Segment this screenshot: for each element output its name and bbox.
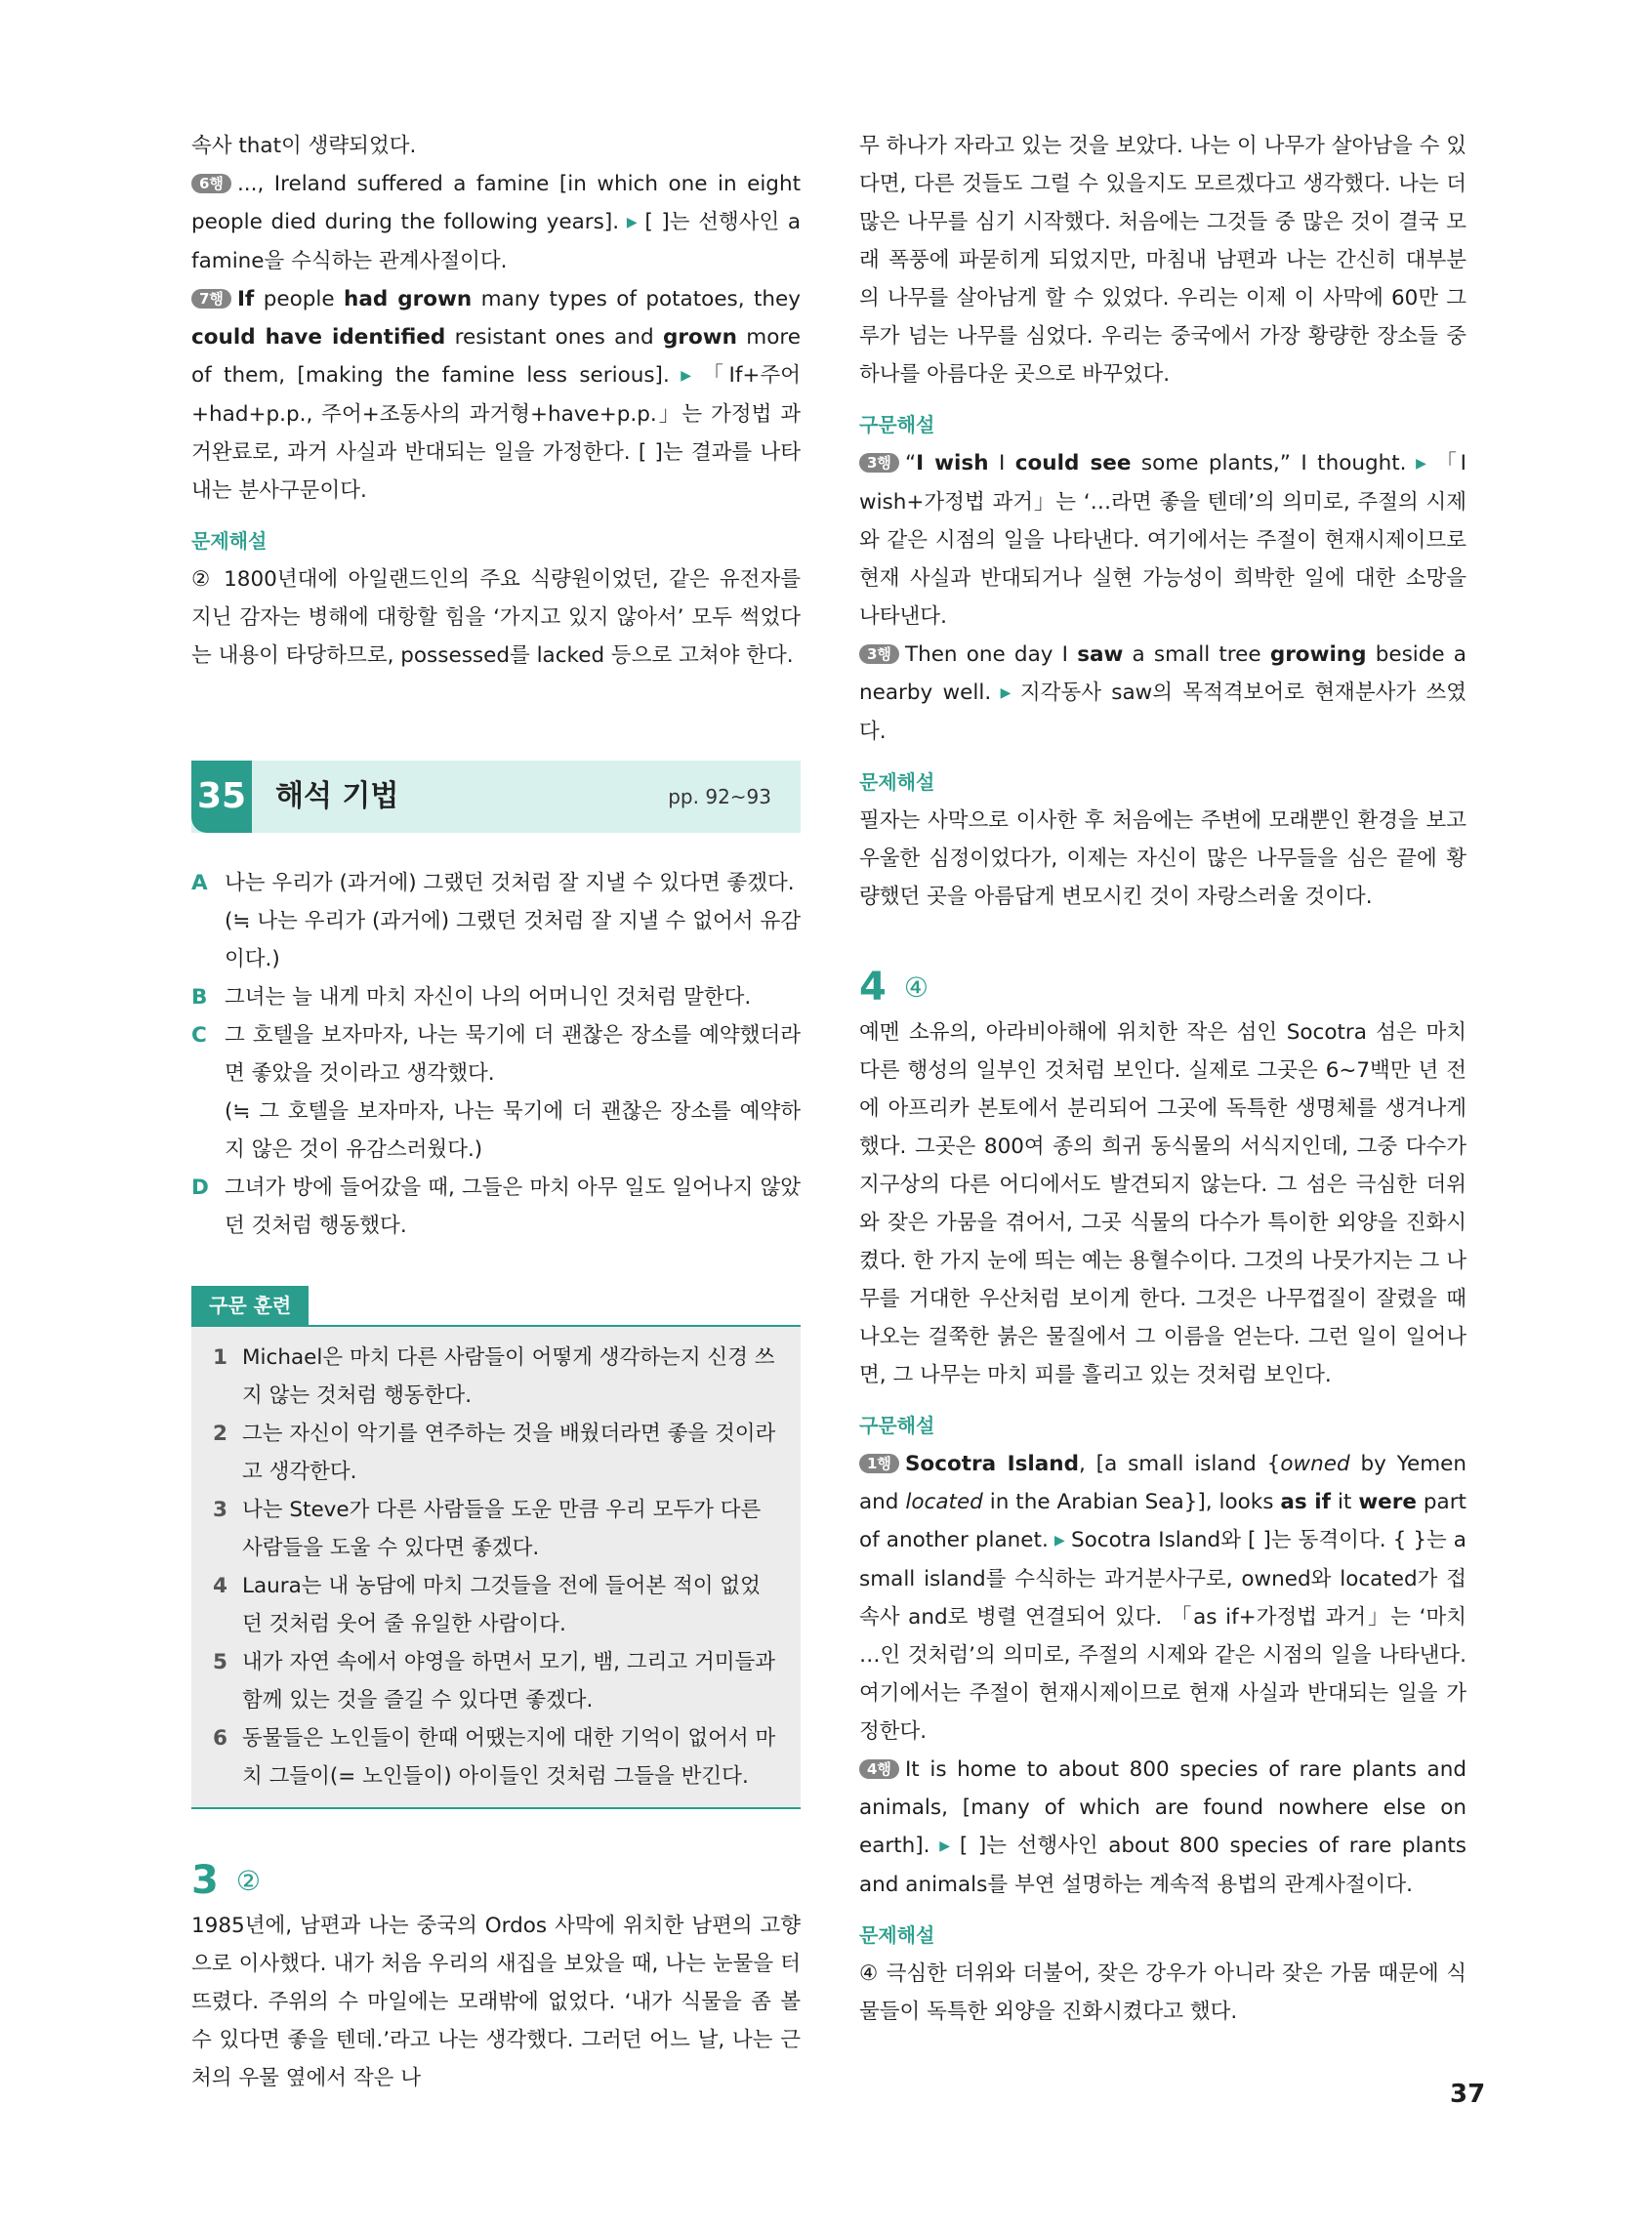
- grammar-note-3a: [859, 444, 1466, 636]
- explanation: 지각동사 saw의 목적격보어로 현재분사가 쓰였다.: [859, 681, 1466, 744]
- drill-text: 내가 자연 속에서 야영을 하면서 모기, 뱀, 그리고 거미들과 함께 있는 것을 즐길 수 있다면 좋겠다.: [242, 1650, 776, 1713]
- bold-phrase: saw: [1077, 642, 1124, 667]
- section-title: 구문해설: [859, 413, 935, 436]
- grammar-note-4: [859, 1751, 1466, 1904]
- solution-text: ④ 극심한 더위와 더불어, 잦은 강우가 아니라 잦은 가뭄 때문에 식물들이 독특한 외양을 진화시켰다고 했다.: [859, 1961, 1466, 2024]
- sentence-part: many types of potatoes, they: [472, 287, 802, 311]
- bold-phrase: I wish: [916, 451, 989, 475]
- triangle-right-icon: ▶: [1053, 1533, 1065, 1548]
- solution-text: ② 1800년대에 아일랜드인의 주요 식량원이었던, 같은 유전자를 지닌 감자는 병해에 대항할 힘을 ‘가지고 있지 않아서’ 모두 썩었다는 내용이 타당하므로, possessed를 lacked 등으로 고쳐야 한다.: [191, 567, 801, 668]
- right-column: [859, 127, 1466, 2031]
- bold-phrase: growing: [1269, 642, 1367, 667]
- sentence-part: Then one day I: [904, 642, 1078, 667]
- translation-list: [191, 864, 801, 1245]
- sentence-part: more of them, [making the famine less serious].: [191, 325, 801, 388]
- grammar-note-1: [859, 1445, 1466, 1751]
- question-answer: ②: [235, 1864, 261, 1897]
- sentence-part: it: [1331, 1490, 1359, 1514]
- drill-number: 3: [213, 1498, 227, 1522]
- question-header: [859, 961, 1466, 1013]
- triangle-right-icon: ▶: [675, 368, 697, 384]
- unit-title: 해석 기법: [275, 779, 399, 813]
- explanation: 「If+주어+had+p.p., 주어+조동사의 과거형+have+p.p.」는 가정법 과거완료로, 과거 사실과 반대되는 일을 가정한다. [ ]는 결과를 나타내는 분사구문이다.: [191, 363, 801, 503]
- grammar-note-7: [191, 280, 801, 510]
- bold-phrase: If: [236, 287, 255, 311]
- drill-item: [213, 1491, 779, 1567]
- example-sentence: It is home to about 800 species of rare plants and animals, [many of which are found nowhere else on earth].: [859, 1757, 1466, 1858]
- section-title: 문제해설: [859, 1923, 935, 1947]
- item-label: A: [191, 871, 208, 895]
- drill-text: 나는 Steve가 다른 사람들을 도운 만큼 우리 모두가 다른 사람들을 도울 수 있다면 좋겠다.: [242, 1498, 762, 1560]
- section-title: 문제해설: [191, 529, 268, 553]
- sentence-part: beside a nearby well.: [859, 642, 1466, 705]
- sentence-part: people: [254, 287, 345, 311]
- explanation: Socotra Island와 [ ]는 동격이다. { }는 a small island를 수식하는 과거분사구로, owned와 located가 접속사 and로 병렬 연결되어 있다. 「as if+가정법 과거」는 ‘마치 …인 것처럼’의 의미로, 주절의 시제와 같은 시점의 일을 나타낸다. 여기에서는 주절이 현재시제이므로 현재 사실과 반대되는 일을 가정한다.: [859, 1528, 1466, 1744]
- unit-number: 35: [191, 761, 252, 833]
- sentence-part: by Yemen and: [859, 1452, 1467, 1514]
- line-badge: 3행: [859, 453, 899, 473]
- drill-item: [213, 1643, 779, 1719]
- sentence-part: a small tree: [1123, 642, 1270, 667]
- list-item: [191, 1016, 801, 1169]
- translation-continuation: 무 하나가 자라고 있는 것을 보았다. 나는 이 나무가 살아남을 수 있다면, 다른 것들도 그럴 수 있을지도 모르겠다고 생각했다. 나는 더 많은 나무를 심기 시작했다. 처음에는 그것들 중 많은 것이 결국 모래 폭풍에 파묻히게 되었지만, 마침내 남편과 나는 간신히 대부분의 나무를 살아남게 할 수 있었다. 우리는 이제 이 사막에 60만 그루가 넘는 나무를 심었다. 우리는 중국에서 가장 황량한 장소들 중 하나를 아름다운 곳으로 바꾸었다.: [859, 134, 1467, 387]
- section-title: 구문해설: [859, 1414, 935, 1437]
- drill-number: 4: [213, 1574, 227, 1598]
- sentence-part: I: [988, 451, 1015, 475]
- bold-phrase: could see: [1014, 451, 1132, 475]
- drill-text: Michael은 마치 다른 사람들이 어떻게 생각하는지 신경 쓰지 않는 것처럼 행동한다.: [242, 1345, 775, 1408]
- solution-text: 필자는 사막으로 이사한 후 처음에는 주변에 모래뿐인 환경을 보고 우울한 심정이었다가, 이제는 자신이 많은 나무들을 심은 끝에 황량했던 곳을 아름답게 변모시킨 것이 자랑스러울 것이다.: [859, 808, 1466, 909]
- sentence-part: , [a small island {: [1078, 1452, 1281, 1476]
- drill-item: [213, 1415, 779, 1491]
- explanation: [ ]는 선행사인 a famine을 수식하는 관계사절이다.: [191, 210, 801, 273]
- drill-item: [213, 1339, 779, 1415]
- question-translation: 1985년에, 남편과 나는 중국의 Ordos 사막에 위치한 남편의 고향으로 이사했다. 내가 처음 우리의 새집을 보았을 때, 나는 눈물을 터뜨렸다. 주위의 수 마일에는 모래밖에 없었다. ‘내가 식물을 좀 볼 수 있다면 좋을 텐데.’라고 나는 생각했다. 그러던 어느 날, 나는 근처의 우물 옆에서 작은 나: [191, 1914, 801, 2090]
- bold-phrase: could have identified: [191, 325, 446, 350]
- list-item: [191, 1169, 801, 1245]
- line-badge: 1행: [859, 1454, 899, 1473]
- triangle-right-icon: ▶: [1412, 456, 1430, 472]
- triangle-right-icon: ▶: [997, 685, 1014, 701]
- explanation: [ ]는 선행사인 about 800 species of rare plants and animals를 부연 설명하는 계속적 용법의 관계사절이다.: [859, 1834, 1466, 1897]
- line-badge: 7행: [191, 289, 231, 309]
- italic-phrase: located: [905, 1490, 983, 1514]
- drill-tag: 구문 훈련: [191, 1286, 309, 1325]
- grammar-note-3b: [859, 636, 1466, 751]
- triangle-right-icon: ▶: [935, 1838, 954, 1854]
- list-item: [191, 978, 801, 1016]
- drill-item: [213, 1567, 779, 1643]
- drill-number: 2: [213, 1422, 227, 1446]
- drill-text: 동물들은 노인들이 한때 어땠는지에 대한 기억이 없어서 마치 그들이(= 노인들이) 아이들인 것처럼 그들을 반긴다.: [242, 1726, 776, 1789]
- item-text: 그 호텔을 보자마자, 나는 묵기에 더 괜찮은 장소를 예약했더라면 좋았을 것이라고 생각했다.: [225, 1023, 801, 1086]
- drill-number: 6: [213, 1726, 227, 1751]
- item-note: (≒ 나는 우리가 (과거에) 그랬던 것처럼 잘 지낼 수 없어서 유감이다.): [225, 909, 801, 971]
- drill-box: [191, 1325, 801, 1809]
- triangle-right-icon: ▶: [625, 215, 640, 230]
- question-header: [191, 1854, 801, 1907]
- question-answer: ④: [903, 970, 929, 1004]
- item-label: B: [191, 985, 208, 1010]
- drill-item: [213, 1719, 779, 1796]
- bold-phrase: as if: [1280, 1490, 1332, 1514]
- sentence-part: part of another planet.: [859, 1490, 1466, 1552]
- list-item: [191, 864, 801, 978]
- explanation: 「I wish+가정법 과거」는 ‘…라면 좋을 텐데’의 의미로, 주절의 시제와 같은 시점의 일을 나타낸다. 여기에서는 주절이 현재시제이므로 현재 사실과 반대되거나 실현 가능성이 희박한 일에 대한 소망을 나타낸다.: [859, 451, 1467, 629]
- question-number: 4: [859, 965, 887, 1010]
- section-title: 문제해설: [859, 770, 935, 794]
- sentence-part: resistant ones and: [445, 325, 663, 350]
- drill-number: 5: [213, 1650, 227, 1674]
- line-badge: 4행: [859, 1759, 899, 1779]
- grammar-note-6: [191, 165, 801, 280]
- item-text: 나는 우리가 (과거에) 그랬던 것처럼 잘 지낼 수 있다면 좋겠다.: [225, 871, 795, 895]
- item-text: 그녀는 늘 내게 마치 자신이 나의 어머니인 것처럼 말한다.: [225, 985, 752, 1010]
- item-label: C: [191, 1023, 207, 1048]
- drill-number: 1: [213, 1345, 227, 1370]
- example-sentence: ..., Ireland suffered a famine [in which one in eight people died during the following years].: [191, 172, 801, 234]
- bold-phrase: Socotra Island: [904, 1452, 1079, 1476]
- page-reference: pp. 92~93: [668, 785, 771, 808]
- page-number: 37: [1450, 2080, 1486, 2109]
- unit-banner: [191, 761, 801, 833]
- item-note: (≒ 그 호텔을 보자마자, 나는 묵기에 더 괜찮은 장소를 예약하지 않은 것이 유감스러웠다.): [225, 1099, 801, 1162]
- bold-phrase: had grown: [344, 287, 473, 311]
- sentence-part: in the Arabian Sea}], looks: [982, 1490, 1281, 1514]
- question-translation: 예멘 소유의, 아라비아해에 위치한 작은 섬인 Socotra 섬은 마치 다른 행성의 일부인 것처럼 보인다. 실제로 그곳은 6~7백만 년 전에 아프리카 본토에서 분리되어 그곳에 독특한 생명체를 생겨나게 했다. 그곳은 800여 종의 희귀 동식물의 서식지인데, 그중 다수가 지구상의 다른 어디에서도 발견되지 않는다. 그 섬은 극심한 더위와 잦은 가뭄을 겪어서, 그곳 식물의 다수가 특이한 외양을 진화시켰다. 한 가지 눈에 띄는 예는 용혈수이다. 그것의 나뭇가지는 그 나무를 거대한 우산처럼 보이게 한다. 그것은 나무껍질이 잘렸을 때 나오는 걸쭉한 붉은 물질에서 그 이름을 얻는다. 그런 일이 일어나면, 그 나무는 마치 피를 흘리고 있는 것처럼 보인다.: [859, 1020, 1467, 1387]
- drill-text: 그는 자신이 악기를 연주하는 것을 배웠더라면 좋을 것이라고 생각한다.: [242, 1422, 776, 1484]
- italic-phrase: owned: [1280, 1452, 1350, 1476]
- paragraph-continuation: 속사 that이 생략되었다.: [191, 134, 417, 158]
- sentence-part: some plants,” I thought.: [1131, 451, 1407, 475]
- bold-phrase: were: [1358, 1490, 1417, 1514]
- item-label: D: [191, 1176, 209, 1200]
- item-text: 그녀가 방에 들어갔을 때, 그들은 마치 아무 일도 일어나지 않았던 것처럼 행동했다.: [225, 1176, 801, 1238]
- drill-text: Laura는 내 농담에 마치 그것들을 전에 들어본 적이 없었던 것처럼 웃어 줄 유일한 사람이다.: [242, 1574, 761, 1636]
- left-column: [191, 127, 801, 2097]
- sentence-part: “: [904, 451, 917, 475]
- bold-phrase: grown: [663, 325, 737, 350]
- line-badge: 3행: [859, 644, 899, 664]
- question-number: 3: [191, 1858, 219, 1903]
- line-badge: 6행: [191, 174, 231, 193]
